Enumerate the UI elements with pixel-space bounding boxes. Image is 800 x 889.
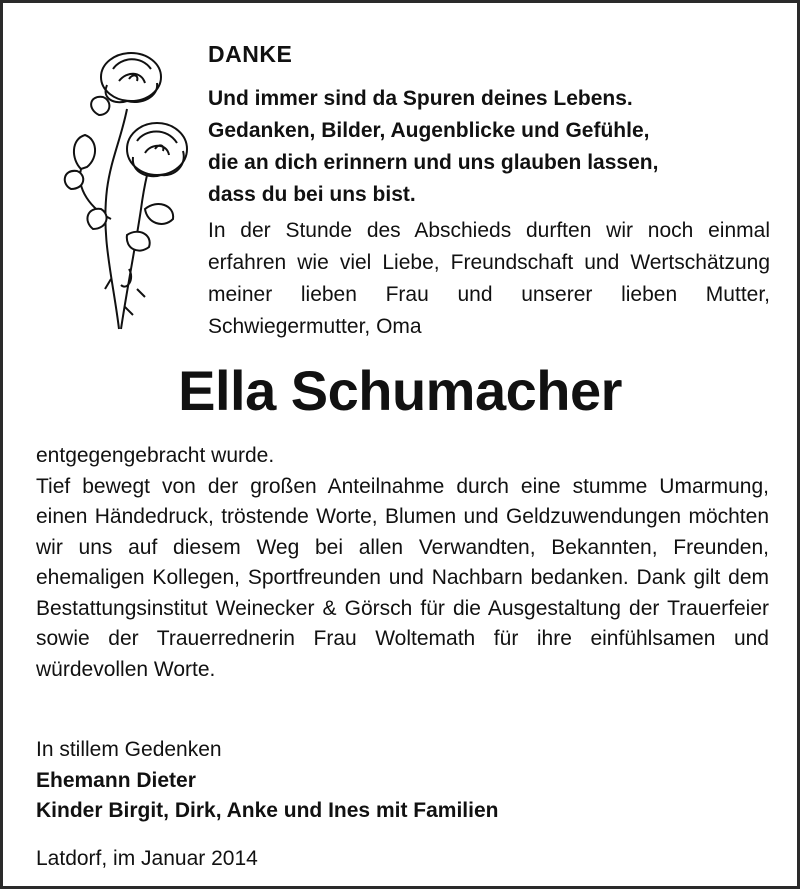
signoff-intro: In stillem Gedenken xyxy=(36,738,222,761)
continuation-line: entgegengebracht wurde. xyxy=(36,444,275,467)
signoff xyxy=(36,735,769,827)
poem-line: Und immer sind da Spuren deines Lebens. xyxy=(208,87,633,110)
thanks-body xyxy=(36,441,769,685)
thanks-paragraph: Tief bewegt von der großen Anteilnahme durch eine stumme Umarmung, einen Händedruck, tröstende Worte, Blumen und Geldzuwendungen möchten wir uns auf diesem Weg bei allen Verwandten, Bekannten, Freunden, ehemaligen Kollegen, Sportfreunden und Nachbarn bedanken. Dank gilt dem Bestattungsinstitut Weinecker & Görsch für die Ausgestaltung der Trauerfeier sowie der Trauerrednerin Frau Woltemath für ihre einfühlsamen und würdevollen Worte. xyxy=(36,474,769,681)
poem-line: dass du bei uns bist. xyxy=(208,183,416,206)
intro-paragraph: In der Stunde des Abschieds durften wir noch einmal erfahren wie viel Liebe, Freundschaft und Wertschätzung meiner lieben Frau und unserer lieben Mutter, Schwiegermutter, Oma xyxy=(208,219,770,338)
rose-illustration xyxy=(41,39,201,339)
signoff-husband: Ehemann Dieter xyxy=(36,768,196,792)
signoff-children: Kinder Birgit, Dirk, Anke und Ines mit Familien xyxy=(36,799,499,822)
notice-title: DANKE xyxy=(208,41,293,67)
poem xyxy=(208,83,768,211)
deceased-name: Ella Schumacher xyxy=(178,359,622,422)
poem-line: die an dich erinnern und uns glauben lassen, xyxy=(208,151,659,174)
place-date: Latdorf, im Januar 2014 xyxy=(36,847,258,870)
poem-line: Gedanken, Bilder, Augenblicke und Gefühle, xyxy=(208,119,650,142)
